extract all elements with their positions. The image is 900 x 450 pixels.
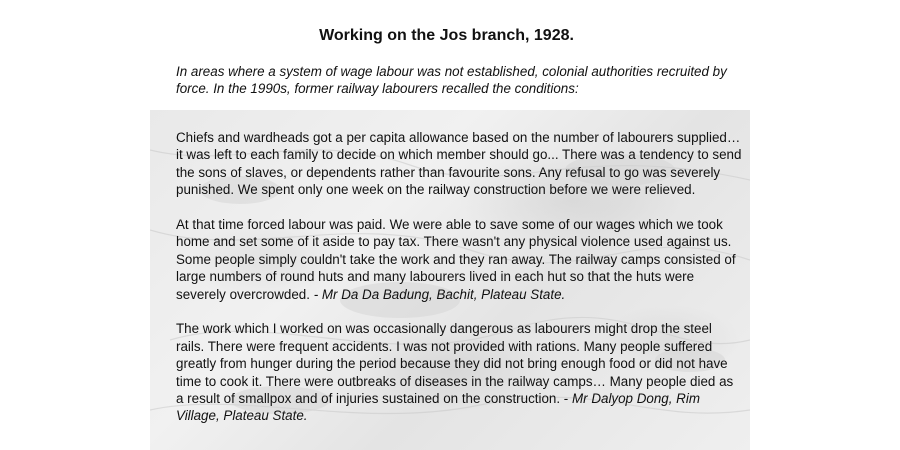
paragraph-text: Chiefs and wardheads got a per capita allowance based on the number of labourers supplied… it was left to each family to decide on which member should go... There was a tendency to send the sons of slaves, or dependents rather than favourite sons. Any refusal to go was severely punished. We spent only one week on the railway construction before we were relieved. bbox=[176, 130, 742, 198]
quote-paragraph bbox=[176, 216, 742, 303]
document-title: Working on the Jos branch, 1928. bbox=[319, 27, 574, 44]
attribution: Mr Dalyop Dong, Rim Village, Plateau State. bbox=[176, 391, 700, 424]
quote-panel bbox=[150, 110, 750, 450]
quote-paragraph bbox=[176, 320, 742, 424]
quote-text bbox=[176, 129, 742, 442]
paragraph-text: The work which I worked on was occasionally dangerous as labourers might drop the steel rails. There were frequent accidents. I was not provided with rations. Many people suffered greatly from hunger during the period because they did not bring enough food or did not have time to cook it. There were outbreaks of diseases in the railway camps… Many people died as a result of smallpox and of injuries sustained on the construction. - bbox=[176, 321, 734, 407]
intro-text: In areas where a system of wage labour was not established, colonial authorities recruited by force. In the 1990s, former railway labourers recalled the conditions: bbox=[176, 64, 727, 96]
paragraph-text: At that time forced labour was paid. We were able to save some of our wages which we took home and set some of it aside to pay tax. There wasn't any physical violence used against us. Some people simply couldn't take the work and they ran away. The railway camps consisted of large numbers of round huts and many labourers lived in each hut so that the huts were severely overcrowded. bbox=[176, 217, 736, 302]
quote-paragraph bbox=[176, 129, 742, 199]
attribution: - Mr Da Da Badung, Bachit, Plateau State. bbox=[309, 286, 566, 302]
